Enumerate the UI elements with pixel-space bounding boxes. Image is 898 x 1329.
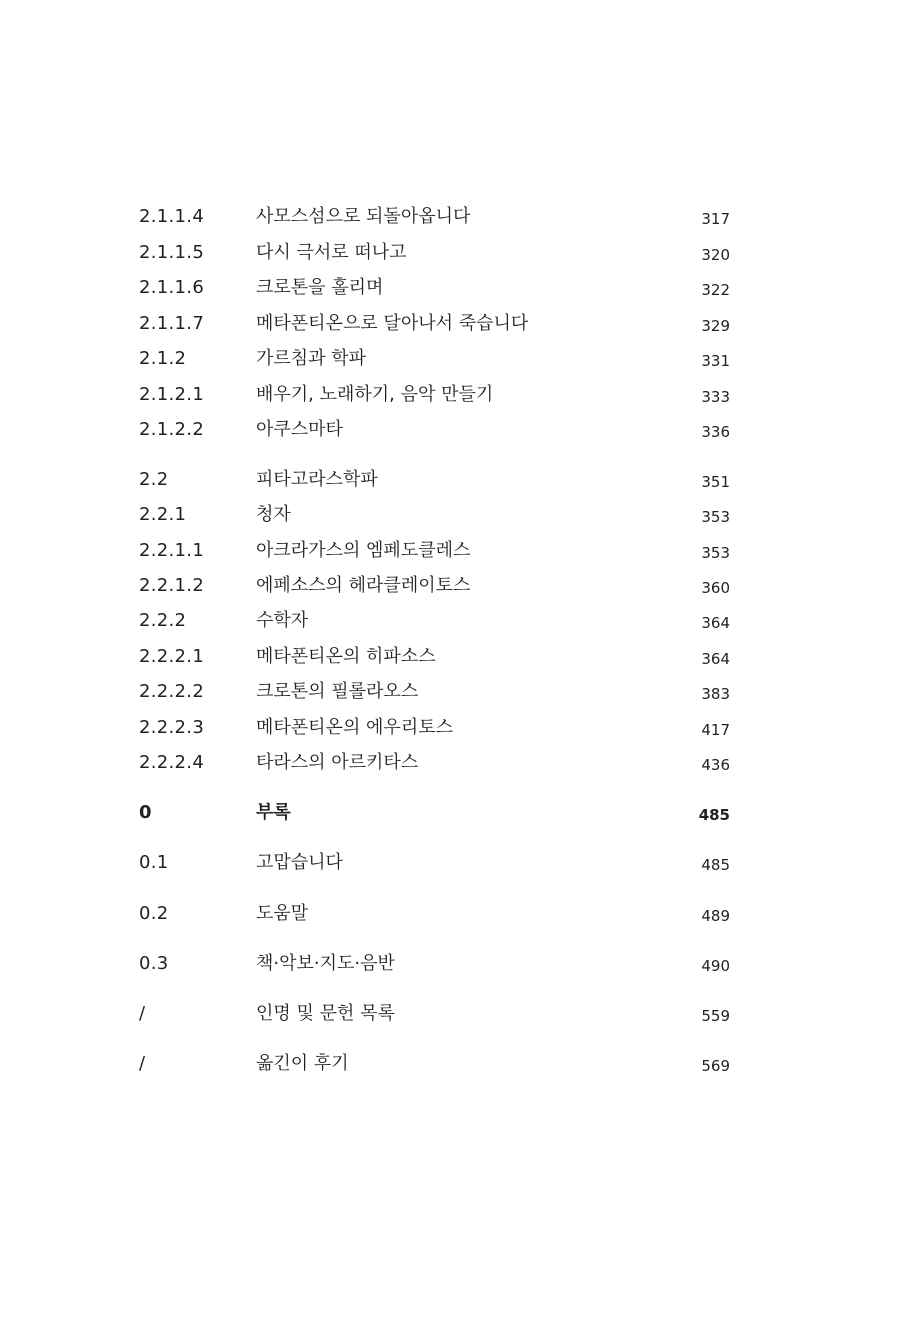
section-title: 인명 및 문헌 목록 (256, 1003, 395, 1024)
section-number: / (139, 1003, 146, 1024)
section-title: 도움말 (256, 903, 309, 924)
section-title: 아크라가스의 엠페도클레스 (256, 540, 471, 561)
toc-entry (0, 571, 898, 601)
toc-entry (0, 1049, 898, 1079)
section-title: 고맙습니다 (256, 852, 343, 873)
section-title: 청자 (256, 504, 291, 525)
section-title: 크로톤의 필롤라오스 (256, 681, 419, 702)
section-number: 2.2.1.1 (139, 540, 205, 561)
section-title: 옮긴이 후기 (256, 1053, 349, 1074)
section-number: 2.1.1.7 (139, 313, 205, 334)
section-title: 크로톤을 홀리며 (256, 277, 384, 298)
page-number: 364 (701, 650, 730, 668)
toc-entry-appendix (0, 798, 898, 828)
section-number: 2.2.1.2 (139, 575, 205, 596)
section-number: 2.1.2.1 (139, 384, 205, 405)
toc-entry (0, 415, 898, 445)
toc-entry (0, 713, 898, 743)
page-number: 333 (701, 388, 730, 406)
page-number: 417 (701, 721, 730, 739)
page-number: 329 (701, 317, 730, 335)
section-number: / (139, 1053, 146, 1074)
page-number: 364 (701, 614, 730, 632)
page-number: 317 (701, 210, 730, 228)
section-number: 2.2.2.4 (139, 752, 205, 773)
toc-entry (0, 999, 898, 1029)
page-number: 489 (701, 907, 730, 925)
toc-entry (0, 500, 898, 530)
section-number: 2.2.2.2 (139, 681, 205, 702)
toc-entry (0, 536, 898, 566)
page-number: 485 (698, 806, 730, 824)
section-number: 0.1 (139, 852, 169, 873)
toc-entry (0, 465, 898, 495)
page-number: 436 (701, 756, 730, 774)
toc-entry (0, 309, 898, 339)
section-number: 0 (139, 802, 152, 823)
section-title: 메타폰티온으로 달아나서 죽습니다 (256, 313, 529, 334)
page-number: 336 (701, 423, 730, 441)
section-title: 사모스섬으로 되돌아옵니다 (256, 206, 471, 227)
section-number: 2.1.1.6 (139, 277, 205, 298)
page-number: 490 (701, 957, 730, 975)
section-title: 에페소스의 헤라클레이토스 (256, 575, 471, 596)
section-title: 배우기, 노래하기, 음악 만들기 (256, 384, 494, 405)
section-title: 책·악보·지도·음반 (256, 953, 395, 974)
page-number: 331 (701, 352, 730, 370)
toc-entry (0, 848, 898, 878)
page-number: 559 (701, 1007, 730, 1025)
page-number: 320 (701, 246, 730, 264)
section-title: 타라스의 아르키타스 (256, 752, 419, 773)
toc-entry (0, 949, 898, 979)
section-title: 가르침과 학파 (256, 348, 367, 369)
page-number: 353 (701, 544, 730, 562)
section-number: 0.3 (139, 953, 169, 974)
page-number: 383 (701, 685, 730, 703)
section-title: 메타폰티온의 히파소스 (256, 646, 436, 667)
page-number: 485 (701, 856, 730, 874)
section-title: 아쿠스마타 (256, 419, 343, 440)
section-title: 수학자 (256, 610, 309, 631)
toc-entry (0, 899, 898, 929)
toc-entry (0, 202, 898, 232)
section-title: 다시 극서로 떠나고 (256, 242, 407, 263)
section-title: 피타고라스학파 (256, 469, 378, 490)
page-number: 322 (701, 281, 730, 299)
section-title: 부록 (256, 802, 291, 823)
toc-entry (0, 238, 898, 268)
section-number: 2.2 (139, 469, 169, 490)
toc-entry (0, 344, 898, 374)
toc-entry (0, 642, 898, 672)
section-number: 2.2.2 (139, 610, 187, 631)
section-number: 2.2.2.1 (139, 646, 205, 667)
section-title: 메타폰티온의 에우리토스 (256, 717, 453, 738)
toc-entry (0, 606, 898, 636)
page-number: 353 (701, 508, 730, 526)
section-number: 2.1.1.4 (139, 206, 205, 227)
page-number: 360 (701, 579, 730, 597)
section-number: 2.2.2.3 (139, 717, 205, 738)
toc-entry (0, 273, 898, 303)
toc-entry (0, 677, 898, 707)
page-number: 569 (701, 1057, 730, 1075)
section-number: 2.1.2 (139, 348, 187, 369)
section-number: 0.2 (139, 903, 169, 924)
section-number: 2.1.2.2 (139, 419, 205, 440)
section-number: 2.1.1.5 (139, 242, 205, 263)
page-number: 351 (701, 473, 730, 491)
section-number: 2.2.1 (139, 504, 187, 525)
toc-entry (0, 380, 898, 410)
toc-entry (0, 748, 898, 778)
